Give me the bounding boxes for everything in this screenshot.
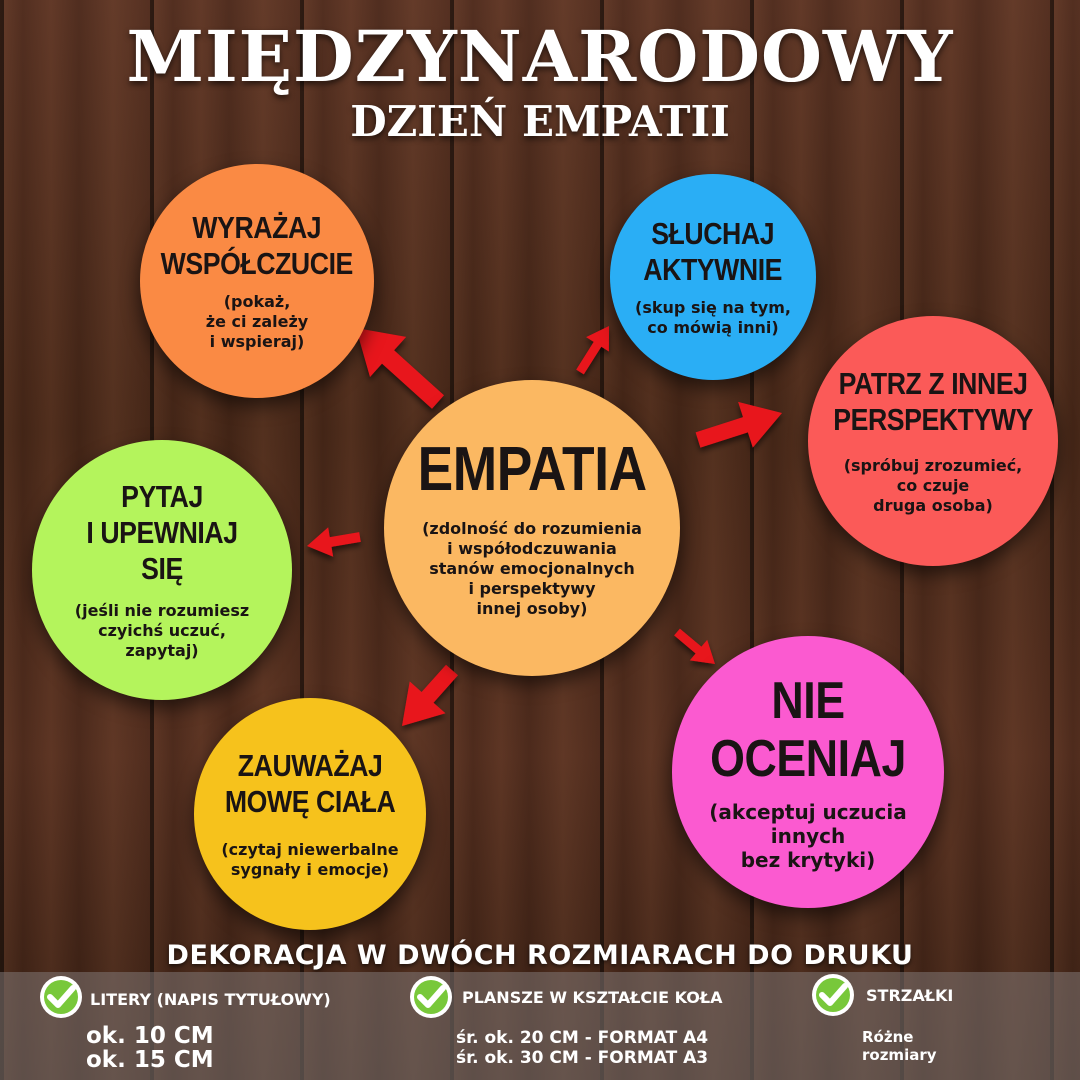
circle-ask-text: (jeśli nie rozumiesz czyichś uczuć, zapytaj) [74,601,250,660]
circle-ask-heading: PYTAJ I UPEWNIAJ SIĘ [86,479,238,586]
page-title: MIĘDZYNARODOWY [126,15,954,98]
circle-no-judging-text: (akceptuj uczucia innych bez krytyki) [709,800,907,872]
circle-no-judging-heading: NIE OCENIAJ [710,672,906,788]
feature-letters-size-1: ok. 10 CM [86,1023,214,1049]
arrow-to-compassion [356,328,444,409]
arrow-to-ask [307,527,361,557]
circle-perspective [808,316,1058,566]
circle-empathy-text: (zdolność do rozumienia i współodczuwania stanów emocjonalnych i perspektywy innej osoby) [422,519,642,618]
feature-boards-size-1: śr. ok. 20 CM - FORMAT A4 [456,1028,709,1048]
circle-compassion-heading: WYRAŻAJ WSPÓŁCZUCIE [160,210,354,281]
circle-ask [32,440,292,700]
feature-arrows-label: STRZAŁKI [866,986,954,1005]
arrow-to-no-judging [674,629,715,664]
feature-arrows-size-1: Różne [862,1028,914,1046]
arrow-to-perspective [696,402,782,448]
check-badge-icon [38,974,84,1020]
check-badge-icon [408,974,454,1020]
circle-body-language [194,698,426,930]
circle-listen-text: (skup się na tym, co mówią inni) [635,298,791,337]
arrow-to-body-language [402,665,458,726]
circle-compassion-text: (pokaż, że ci zależy i wspieraj) [205,292,309,351]
circle-listen-heading: SŁUCHAJ AKTYWNIE [643,216,783,287]
feature-letters-label: LITERY (NAPIS TYTUŁOWY) [90,990,331,1009]
circle-perspective-text: (spróbuj zrozumieć, co czuje druga osoba) [843,456,1023,515]
page-subtitle: DZIEŃ EMPATII [350,97,730,146]
circle-listen [610,174,816,380]
circle-no-judging [672,636,944,908]
circle-body-language-text: (czytaj niewerbalne sygnały i emocje) [221,840,399,879]
feature-letters-size-2: ok. 15 CM [86,1047,214,1073]
circle-perspective-heading: PATRZ Z INNEJ PERSPEKTYWY [833,366,1033,437]
circle-empathy [384,380,680,676]
feature-boards-label: PLANSZE W KSZTAŁCIE KOŁA [462,988,723,1007]
circle-compassion [140,164,374,398]
circle-body-language-heading: ZAUWAŻAJ MOWĘ CIAŁA [224,748,396,819]
circle-empathy-heading: EMPATIA [417,435,647,504]
check-badge-icon [810,972,856,1018]
feature-arrows-size-2: rozmiary [862,1046,937,1064]
print-info-heading: DEKORACJA W DWÓCH ROZMIARACH DO DRUKU [166,940,914,971]
feature-boards-size-2: śr. ok. 30 CM - FORMAT A3 [456,1048,709,1068]
arrow-to-listen [576,326,609,374]
